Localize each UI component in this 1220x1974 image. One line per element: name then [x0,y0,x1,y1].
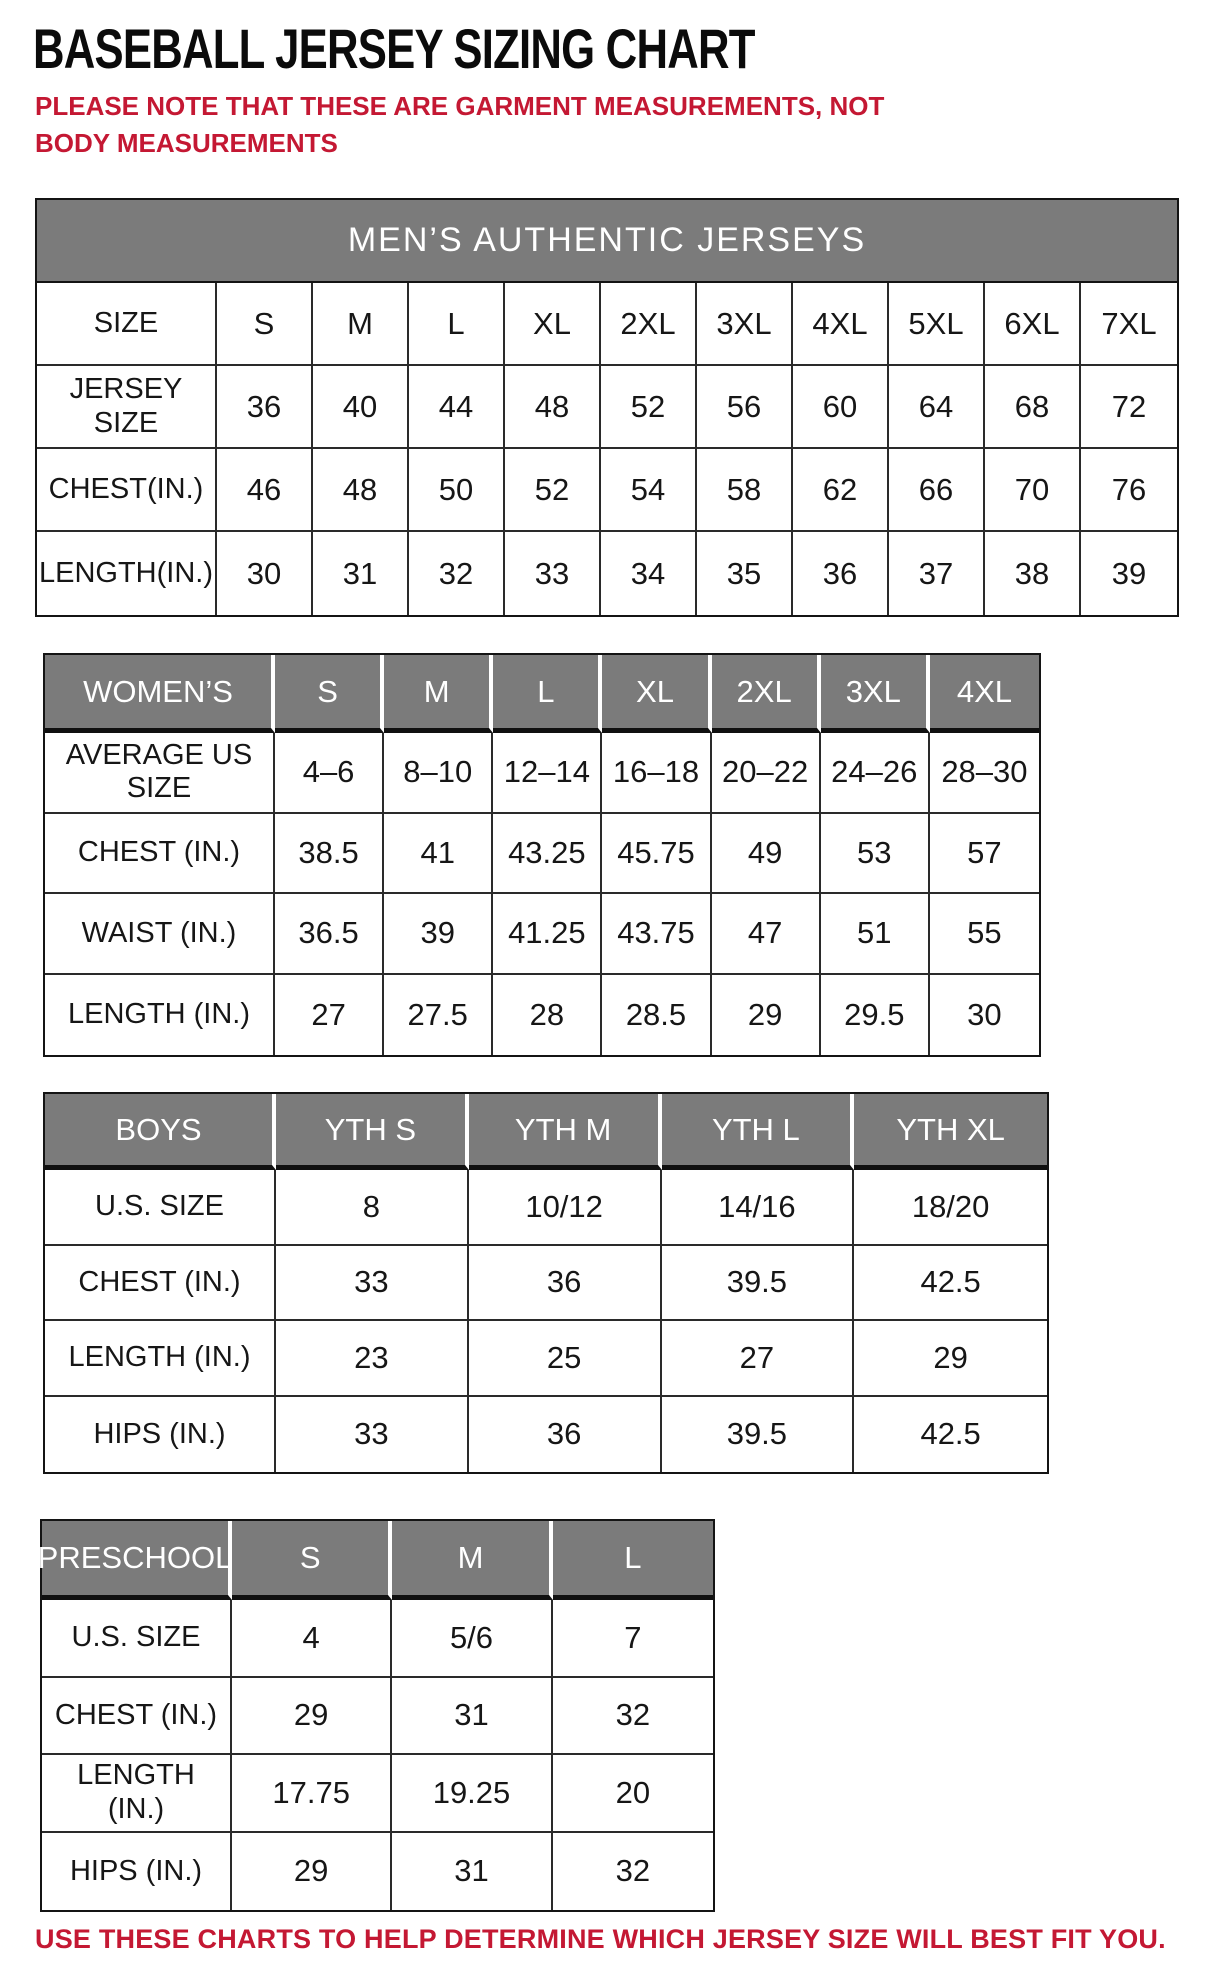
table-cell: 4XL [793,283,889,366]
table-cell: 54 [601,449,697,532]
row-label: HIPS (IN.) [45,1397,276,1473]
row-label: SIZE [37,283,217,366]
column-header: 4XL [930,655,1039,733]
preschool-sizing-table [37,1519,715,1912]
column-header: YTH M [469,1094,662,1170]
table-cell: 36 [469,1397,662,1473]
table-cell: 33 [505,532,601,615]
table-cell: 47 [712,894,821,975]
column-header: 3XL [821,655,930,733]
table-cell: L [409,283,505,366]
table-cell: 29 [232,1678,392,1756]
column-header: XL [602,655,711,733]
table-cell: 3XL [697,283,793,366]
table-cell: 50 [409,449,505,532]
table-cell: 10/12 [469,1170,662,1246]
table-cell: 20–22 [712,733,821,814]
table-cell: 33 [276,1397,469,1473]
table-cell: 31 [392,1678,552,1756]
table-cell: 34 [601,532,697,615]
table-cell: 25 [469,1321,662,1397]
table-cell: S [217,283,313,366]
table-cell: 51 [821,894,930,975]
table-cell: 8 [276,1170,469,1246]
row-label: CHEST (IN.) [42,1678,232,1756]
column-header: L [493,655,602,733]
table-cell: 44 [409,366,505,449]
table-cell: 20 [553,1755,713,1833]
table-cell: 31 [392,1833,552,1911]
boys-sizing-table [43,1092,1049,1474]
table-cell: 18/20 [854,1170,1047,1246]
table-cell: 64 [889,366,985,449]
column-header: M [392,1521,552,1600]
table-cell: 27 [275,975,384,1056]
table-cell: 41 [384,814,493,895]
table-cell: 38 [985,532,1081,615]
table-cell: 5/6 [392,1600,552,1678]
column-header: S [275,655,384,733]
table-cell: 28.5 [602,975,711,1056]
table-header-label: BOYS [45,1094,276,1170]
table-cell: 55 [930,894,1039,975]
table-cell: 8–10 [384,733,493,814]
table-cell: 36.5 [275,894,384,975]
table-cell: 70 [985,449,1081,532]
table-cell: 29.5 [821,975,930,1056]
table-cell: 36 [469,1246,662,1322]
table-cell: 43.25 [493,814,602,895]
row-label: LENGTH (IN.) [45,1321,276,1397]
row-label: CHEST (IN.) [45,814,275,895]
table-cell: 6XL [985,283,1081,366]
table-cell: 12–14 [493,733,602,814]
table-cell: 24–26 [821,733,930,814]
table-cell: 62 [793,449,889,532]
table-cell: 42.5 [854,1246,1047,1322]
column-header: 2XL [712,655,821,733]
table-cell: 27 [662,1321,855,1397]
table-cell: 39 [1111,555,1147,591]
table-cell: 17.75 [232,1755,392,1833]
table-cell: 37 [889,532,985,615]
column-header: YTH XL [854,1094,1047,1170]
column-header: L [553,1521,713,1600]
table-title-bar: MEN’S AUTHENTIC JERSEYS [37,200,1177,283]
page-title: BASEBALL JERSEY SIZING CHART [33,17,755,80]
row-label: HIPS (IN.) [42,1833,232,1911]
row-label: CHEST (IN.) [45,1246,276,1322]
table-cell: 76 [1081,449,1177,532]
table-cell: XL [505,283,601,366]
row-label: U.S. SIZE [45,1170,276,1246]
table-cell: 42.5 [920,1416,981,1452]
row-label: CHEST(IN.) [37,449,217,532]
table-cell: 36 [793,532,889,615]
table-cell: 16–18 [602,733,711,814]
table-cell: 48 [313,449,409,532]
table-cell: 32 [409,532,505,615]
table-cell: 30 [217,532,313,615]
row-label: U.S. SIZE [42,1600,232,1678]
table-cell: 4 [232,1600,392,1678]
column-header: M [384,655,493,733]
table-cell: 29 [232,1833,392,1911]
mens-sizing-table [35,198,1179,617]
table-cell: 52 [505,449,601,532]
table-cell: 40 [313,366,409,449]
table-cell: 66 [889,449,985,532]
fit-guidance-note: USE THESE CHARTS TO HELP DETERMINE WHICH JERSEY SIZE WILL BEST FIT YOU. [35,1924,1166,1954]
column-header: S [232,1521,392,1600]
table-header-label: WOMEN’S [45,655,275,733]
table-cell: 46 [217,449,313,532]
table-cell: 28–30 [930,733,1039,814]
column-header: YTH L [662,1094,855,1170]
table-cell: 38.5 [275,814,384,895]
womens-sizing-table [43,653,1041,1057]
table-cell: 39 [384,894,493,975]
table-cell: 68 [985,366,1081,449]
table-cell: M [313,283,409,366]
row-label: WAIST (IN.) [45,894,275,975]
table-cell: 43.75 [602,894,711,975]
table-cell: 32 [615,1853,651,1889]
table-cell: 30 [967,996,1002,1032]
table-cell: 2XL [601,283,697,366]
table-cell: 53 [821,814,930,895]
table-header-label: PRESCHOOL [42,1521,232,1600]
table-cell: 48 [505,366,601,449]
row-label: LENGTH (IN.) [45,975,275,1056]
table-cell: 32 [553,1678,713,1756]
table-cell: 52 [601,366,697,449]
table-cell: 4–6 [275,733,384,814]
table-cell: 35 [697,532,793,615]
table-cell: 49 [712,814,821,895]
table-cell: 58 [697,449,793,532]
table-cell: 72 [1081,366,1177,449]
table-cell: 36 [217,366,313,449]
table-cell: 28 [493,975,602,1056]
table-cell: 39.5 [662,1397,855,1473]
table-cell: 7XL [1081,283,1177,366]
table-cell: 45.75 [602,814,711,895]
table-cell: 29 [712,975,821,1056]
table-cell: 57 [930,814,1039,895]
table-cell: 5XL [889,283,985,366]
table-cell: 29 [854,1321,1047,1397]
table-cell: 27.5 [384,975,493,1056]
row-label: LENGTH (IN.) [42,1755,232,1833]
table-cell: 56 [697,366,793,449]
table-cell: 23 [276,1321,469,1397]
table-cell: 60 [793,366,889,449]
row-label: JERSEY SIZE [37,366,217,449]
table-cell: 7 [553,1600,713,1678]
table-cell: 14/16 [662,1170,855,1246]
table-cell: 41.25 [493,894,602,975]
column-header: YTH S [276,1094,469,1170]
row-label: LENGTH(IN.) [37,532,217,615]
row-label: AVERAGE US SIZE [45,733,275,814]
table-cell: 39.5 [662,1246,855,1322]
table-cell: 19.25 [392,1755,552,1833]
table-cell: 31 [313,532,409,615]
garment-measurement-note: PLEASE NOTE THAT THESE ARE GARMENT MEASUREMENTS, NOT BODY MEASUREMENTS [35,91,885,158]
table-cell: 33 [276,1246,469,1322]
